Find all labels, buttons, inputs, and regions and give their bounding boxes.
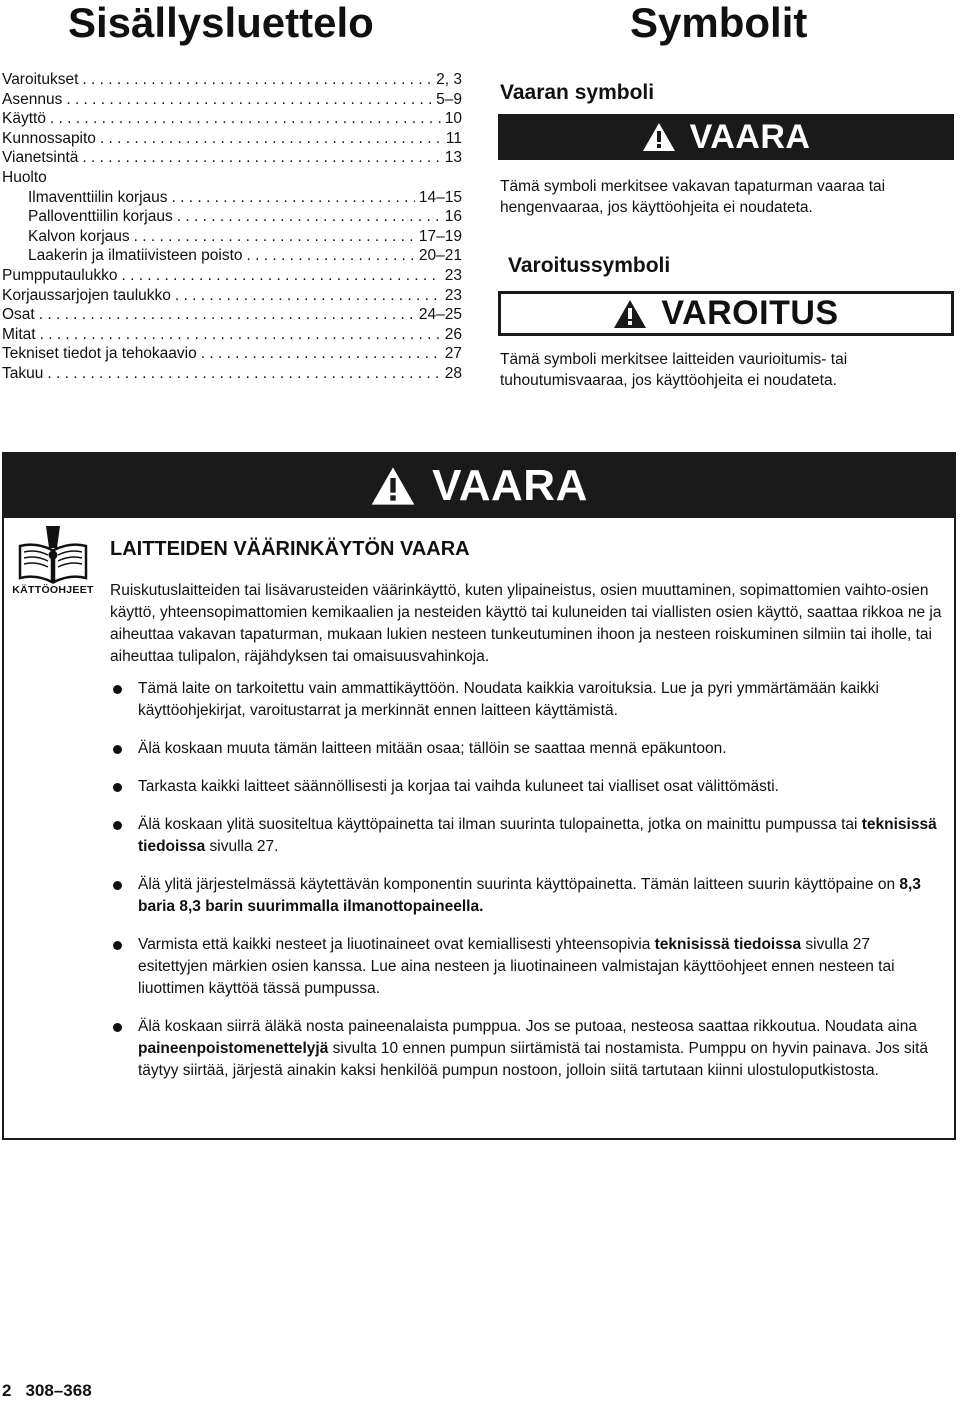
toc-entry-page: 27 xyxy=(444,345,462,363)
warning-bar xyxy=(498,291,954,336)
hazard-bar-label: VAARA xyxy=(432,461,588,510)
warning-triangle-icon xyxy=(370,466,416,506)
toc-entry-label: Mitat xyxy=(2,325,36,343)
toc-entry-page: 14–15 xyxy=(418,188,462,206)
hazard-intro: Ruiskutuslaitteiden tai lisävarusteiden väärinkäyttö, kuten ylipaineistus, osien muuttaminen, sopimattomien vaihto-osien käyttö, yhteensopimattomien kemikaalien ja nesteiden käyttö tai kuluneiden tai viallisten osien käyttö, saattaa rikkoa ne ja aiheuttaa vakavan tapaturman, mukaan lukien nesteen tunkeutuminen ihoon ja nesteen roiskuminen silmiin tai iholle, tai aiheuttaa tulipalon, räjähdyksen tai omaisuusvahinkoja. xyxy=(110,582,942,665)
toc-entry-page: 28 xyxy=(444,364,462,382)
toc-entry-page: 26 xyxy=(444,325,462,343)
toc-entry-label: Kunnossapito xyxy=(2,129,96,147)
toc-entry-page: 11 xyxy=(445,129,462,147)
toc-entry xyxy=(2,305,462,325)
hazard-bullet xyxy=(110,874,942,918)
toc-entry-label: Käyttö xyxy=(2,110,46,128)
toc-entry xyxy=(2,325,462,345)
toc-entry-page: 2, 3 xyxy=(436,71,462,88)
toc-entry xyxy=(2,246,462,266)
symbols-title: Symbolit xyxy=(630,0,808,46)
toc-entry-label: Ilmaventtiilin korjaus xyxy=(28,188,168,206)
hazard-bullet xyxy=(110,814,942,858)
warning-description: Tämä symboli merkitsee laitteiden vaurioitumis- tai tuhoutumisvaaraa, jos käyttöohjeita ei noudateta. xyxy=(500,351,848,389)
toc-entry-page: 13 xyxy=(444,149,462,167)
bullet-text: Varmista että kaikki nesteet ja liuotinaineet ovat kemiallisesti yhteensopivia xyxy=(138,936,655,953)
toc-entry-page: 23 xyxy=(444,266,462,284)
bullet-text: Älä koskaan ylitä suositeltua käyttöpainetta tai ilman suurinta tulopainetta, jotka on mainittu pumpussa tai xyxy=(138,816,862,833)
toc-entry-label: Kalvon korjaus xyxy=(28,227,130,245)
toc-entry-label: Palloventtiilin korjaus xyxy=(28,208,173,226)
toc-leader-dots xyxy=(201,344,441,364)
bullet-text: sivulla 27 esitettyjen märkien osien kanssa. Lue aina nesteen ja liuotinaineen valmistajan käyttöohjeet ennen nesteen tai liuottimen käyttöä tässä pumpussa. xyxy=(138,936,895,997)
toc-entry-label: Varoitukset xyxy=(2,71,79,88)
toc-entry xyxy=(2,364,462,384)
toc-leader-dots xyxy=(175,286,441,306)
toc-entry-label: Tekniset tiedot ja tehokaavio xyxy=(2,345,197,363)
hazard-title: LAITTEIDEN VÄÄRINKÄYTÖN VAARA xyxy=(110,538,470,560)
hazard-bar xyxy=(4,454,954,518)
table-of-contents xyxy=(2,70,462,384)
toc-leader-dots xyxy=(82,148,440,168)
manual-label: KÄTTÖOHJEET xyxy=(12,584,94,596)
toc-entry xyxy=(2,90,462,110)
danger-symbol-heading: Vaaran symboli xyxy=(500,81,655,104)
toc-entry-label: Takuu xyxy=(2,364,44,382)
toc-title: Sisällysluettelo xyxy=(68,0,374,46)
toc-entry-label: Huolto xyxy=(2,168,47,186)
bullet-emphasis: 8,3 baria 8,3 barin suurimmalla ilmanottopaineella. xyxy=(138,876,921,915)
bullet-text: Älä koskaan muuta tämän laitteen mitään osaa; tällöin se saattaa mennä epäkuntoon. xyxy=(138,740,727,757)
toc-entry-label: Pumpputaulukko xyxy=(2,266,118,284)
bullet-text: Älä koskaan siirrä äläkä nosta paineenalaista pumppua. Jos se putoaa, nesteosa saattaa rikkoutua. Noudata aina xyxy=(138,1018,917,1035)
toc-leader-dots xyxy=(82,70,432,90)
toc-entry-page: 24–25 xyxy=(418,306,462,324)
toc-entry xyxy=(2,207,462,227)
toc-entry-page: 16 xyxy=(444,208,462,226)
toc-entry xyxy=(2,344,462,364)
hazard-bullet xyxy=(110,776,942,798)
toc-entry-page: 20–21 xyxy=(418,247,462,265)
hazard-bullet-list xyxy=(110,678,942,1098)
toc-leader-dots xyxy=(177,207,441,227)
danger-bar xyxy=(498,114,954,160)
warning-bar-label: VAROITUS xyxy=(661,294,839,332)
toc-leader-dots xyxy=(172,188,415,208)
toc-entry xyxy=(2,70,462,90)
toc-entry xyxy=(2,168,462,188)
hazard-box xyxy=(2,452,956,1140)
hazard-bullet xyxy=(110,934,942,1000)
hazard-bullet xyxy=(110,678,942,722)
toc-entry xyxy=(2,109,462,129)
bullet-emphasis: teknisissä tiedoissa xyxy=(654,936,802,953)
toc-entry xyxy=(2,227,462,247)
toc-leader-dots xyxy=(47,364,440,384)
bullet-text: sivulta 10 ennen pumpun siirtämistä tai nostamista. Pumppu on hyvin painava. Jos sitä täytyy siirtää, järjestä ainakin kaksi henkilöä pumpun nostoon, jolloin siitä tartutaan kiinni ulostuloputkistosta. xyxy=(138,1040,929,1079)
toc-entry-label: Korjaussarjojen taulukko xyxy=(2,286,171,304)
toc-entry xyxy=(2,148,462,168)
toc-entry-page: 10 xyxy=(444,110,462,128)
bullet-text: Tämä laite on tarkoitettu vain ammattikäyttöön. Noudata kaikkia varoituksia. Lue ja pyri ymmärtämään kaikki käyttöohjekirjat, varoitustarrat ja merkinnät ennen laitteen käyttämistä. xyxy=(138,680,879,719)
toc-entry xyxy=(2,266,462,286)
bullet-emphasis: teknisissä tiedoissa xyxy=(138,816,937,855)
toc-entry xyxy=(2,286,462,306)
toc-entry-label: Vianetsintä xyxy=(2,149,79,167)
toc-entry-page: 23 xyxy=(444,286,462,304)
toc-leader-dots xyxy=(121,266,440,286)
toc-leader-dots xyxy=(39,305,415,325)
bullet-text: sivulla 27. xyxy=(205,838,279,855)
manual-exclamation-icon xyxy=(16,524,90,584)
hazard-bullet xyxy=(110,1016,942,1082)
warning-symbol-heading: Varoitussymboli xyxy=(508,254,671,277)
toc-leader-dots xyxy=(247,246,415,266)
toc-leader-dots xyxy=(134,227,415,247)
page-number: 2 xyxy=(2,1381,12,1400)
warning-triangle-icon xyxy=(642,122,676,152)
toc-entry xyxy=(2,188,462,208)
toc-entry-label: Asennus xyxy=(2,90,63,108)
toc-entry-page: 17–19 xyxy=(418,227,462,245)
bullet-emphasis: paineenpoistomenettelyjä xyxy=(138,1040,329,1057)
toc-leader-dots xyxy=(100,129,442,149)
danger-description: Tämä symboli merkitsee vakavan tapaturman vaaraa tai hengenvaaraa, jos käyttöohjeita ei noudateta. xyxy=(500,178,886,216)
danger-bar-label: VAARA xyxy=(689,117,811,156)
toc-entry-page: 5–9 xyxy=(436,90,462,108)
page-footer xyxy=(2,1381,92,1401)
bullet-text: Tarkasta kaikki laitteet säännöllisesti ja korjaa tai vaihda kuluneet tai vialliset osat välittömästi. xyxy=(138,778,779,795)
toc-leader-dots xyxy=(50,109,441,129)
toc-entry-label: Osat xyxy=(2,306,35,324)
toc-entry-label: Laakerin ja ilmatiivisteen poisto xyxy=(28,247,243,265)
hazard-bullet xyxy=(110,738,942,760)
bullet-text: Älä ylitä järjestelmässä käytettävän komponentin suurinta käyttöpainetta. Tämän laitteen suurin käyttöpaine on xyxy=(138,876,900,893)
document-number: 308–368 xyxy=(25,1381,92,1400)
warning-triangle-icon xyxy=(613,299,647,329)
toc-entry xyxy=(2,129,462,149)
toc-leader-dots xyxy=(66,90,432,110)
toc-leader-dots xyxy=(40,325,441,345)
